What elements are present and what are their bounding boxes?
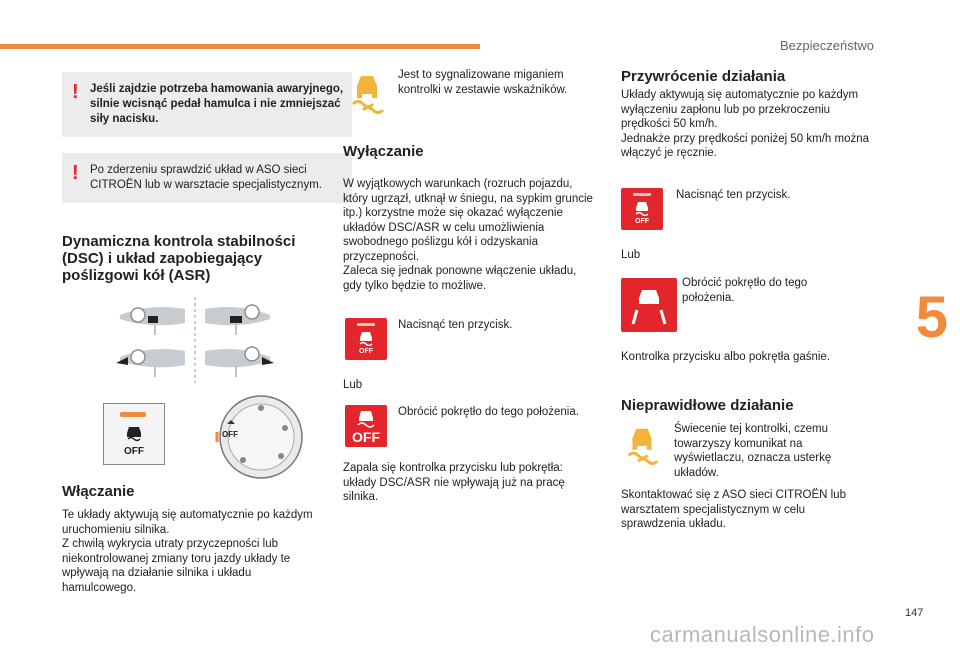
page-number: 147 bbox=[905, 607, 924, 619]
terrain-mode-icon bbox=[621, 278, 677, 332]
off-label: OFF bbox=[359, 348, 373, 355]
warning-note-collision bbox=[62, 153, 352, 203]
dsc-off-knob-icon bbox=[345, 405, 387, 447]
off-label-large: OFF bbox=[352, 429, 380, 445]
restore-body: Układy aktywują się automatycznie po każdym wyłączeniu zapłonu lub po przekroczeniu prędkości 50 km/h. Jednakże przy prędkości poniżej 50 km/h można włączyć je ręcznie. bbox=[621, 89, 870, 159]
off-label: OFF bbox=[635, 218, 649, 225]
exclamation-icon: ! bbox=[72, 81, 79, 103]
header-accent-bar bbox=[0, 44, 480, 49]
lamp-off-text: Kontrolka przycisku albo pokrętła gaśnie. bbox=[621, 351, 831, 363]
disable-body: W wyjątkowych warunkach (rozruch pojazdu, który ugrzązł, utknął w śniegu, na sypkim gruncie itp.) korzystne może się okazać wyłączenie układów DSC/ASR w celu umożliwienia swobodnego poślizgu kół i odzyskania przyczepności. Zaleca się jednak ponowne włączenie układu, gdy tylko będzie to możliwe. bbox=[343, 178, 593, 292]
off-label: OFF bbox=[124, 446, 144, 457]
turn-knob-text: Obrócić pokrętło do tego położenia. bbox=[398, 406, 579, 418]
section-label: Bezpieczeństwo bbox=[780, 38, 874, 53]
dsc-off-button-icon bbox=[345, 318, 387, 360]
enable-heading: Włączanie bbox=[62, 483, 135, 500]
disable-heading: Wyłączanie bbox=[343, 143, 424, 160]
dsc-asr-heading: Dynamiczna kontrola stabilności (DSC) i układ zapobiegający poślizgowi kół (ASR) bbox=[62, 233, 296, 284]
watermark: carmanualsonline.info bbox=[650, 622, 875, 647]
dsc-illustration bbox=[110, 295, 280, 385]
lamp-flash-text: Jest to sygnalizowane miganiem kontrolki w zestawie wskaźników. bbox=[398, 69, 568, 96]
malfunction-heading: Nieprawidłowe działanie bbox=[621, 397, 794, 414]
fault-text: Świecenie tej kontrolki, czemu towarzyszy komunikat na wyświetlaczu, oznacza usterkę układów. bbox=[674, 423, 832, 479]
enable-body: Te układy aktywują się automatycznie po każdym uruchomieniu silnika. Z chwilą wykrycia utraty przyczepności lub niekontrolowanej zmiany toru jazdy układy te wpływają na działanie silnika i układu hamulcowego. bbox=[62, 509, 313, 594]
disable-result-text: Zapala się kontrolka przycisku lub pokrętła: układy DSC/ASR nie wpływają już na pracę silnika. bbox=[343, 462, 565, 503]
exclamation-icon: ! bbox=[72, 162, 79, 184]
dsc-off-button-icon bbox=[621, 188, 663, 230]
dsc-off-button-illustration bbox=[103, 403, 165, 465]
press-button-text: Nacisnąć ten przycisk. bbox=[676, 189, 791, 201]
turn-knob-text: Obrócić pokrętło do tego położenia. bbox=[682, 277, 808, 304]
skid-car-icon bbox=[124, 424, 144, 442]
or-text: Lub bbox=[343, 379, 363, 391]
press-button-text: Nacisnąć ten przycisk. bbox=[398, 319, 513, 331]
warning-text: Po zderzeniu sprawdzić układ w ASO sieci CITROËN lub w warsztacie specjalistycznym. bbox=[90, 164, 322, 191]
dsc-fault-lamp-icon bbox=[621, 423, 663, 465]
contact-service-text: Skontaktować się z ASO sieci CITROËN lub warsztatem specjalistycznym w celu sprawdzenia układu. bbox=[621, 489, 846, 530]
warning-note-braking bbox=[62, 72, 352, 137]
or-text: Lub bbox=[621, 249, 641, 261]
button-led bbox=[120, 412, 146, 417]
dsc-warning-lamp-icon bbox=[345, 70, 389, 114]
knob-off-label: OFF bbox=[222, 430, 238, 439]
chapter-number: 5 bbox=[915, 285, 948, 350]
restore-heading: Przywrócenie działania bbox=[621, 68, 786, 85]
warning-text: Jeśli zajdzie potrzeba hamowania awaryjnego, silnie wcisnąć pedał hamulca i nie zmniejszać siły nacisku. bbox=[90, 83, 344, 125]
